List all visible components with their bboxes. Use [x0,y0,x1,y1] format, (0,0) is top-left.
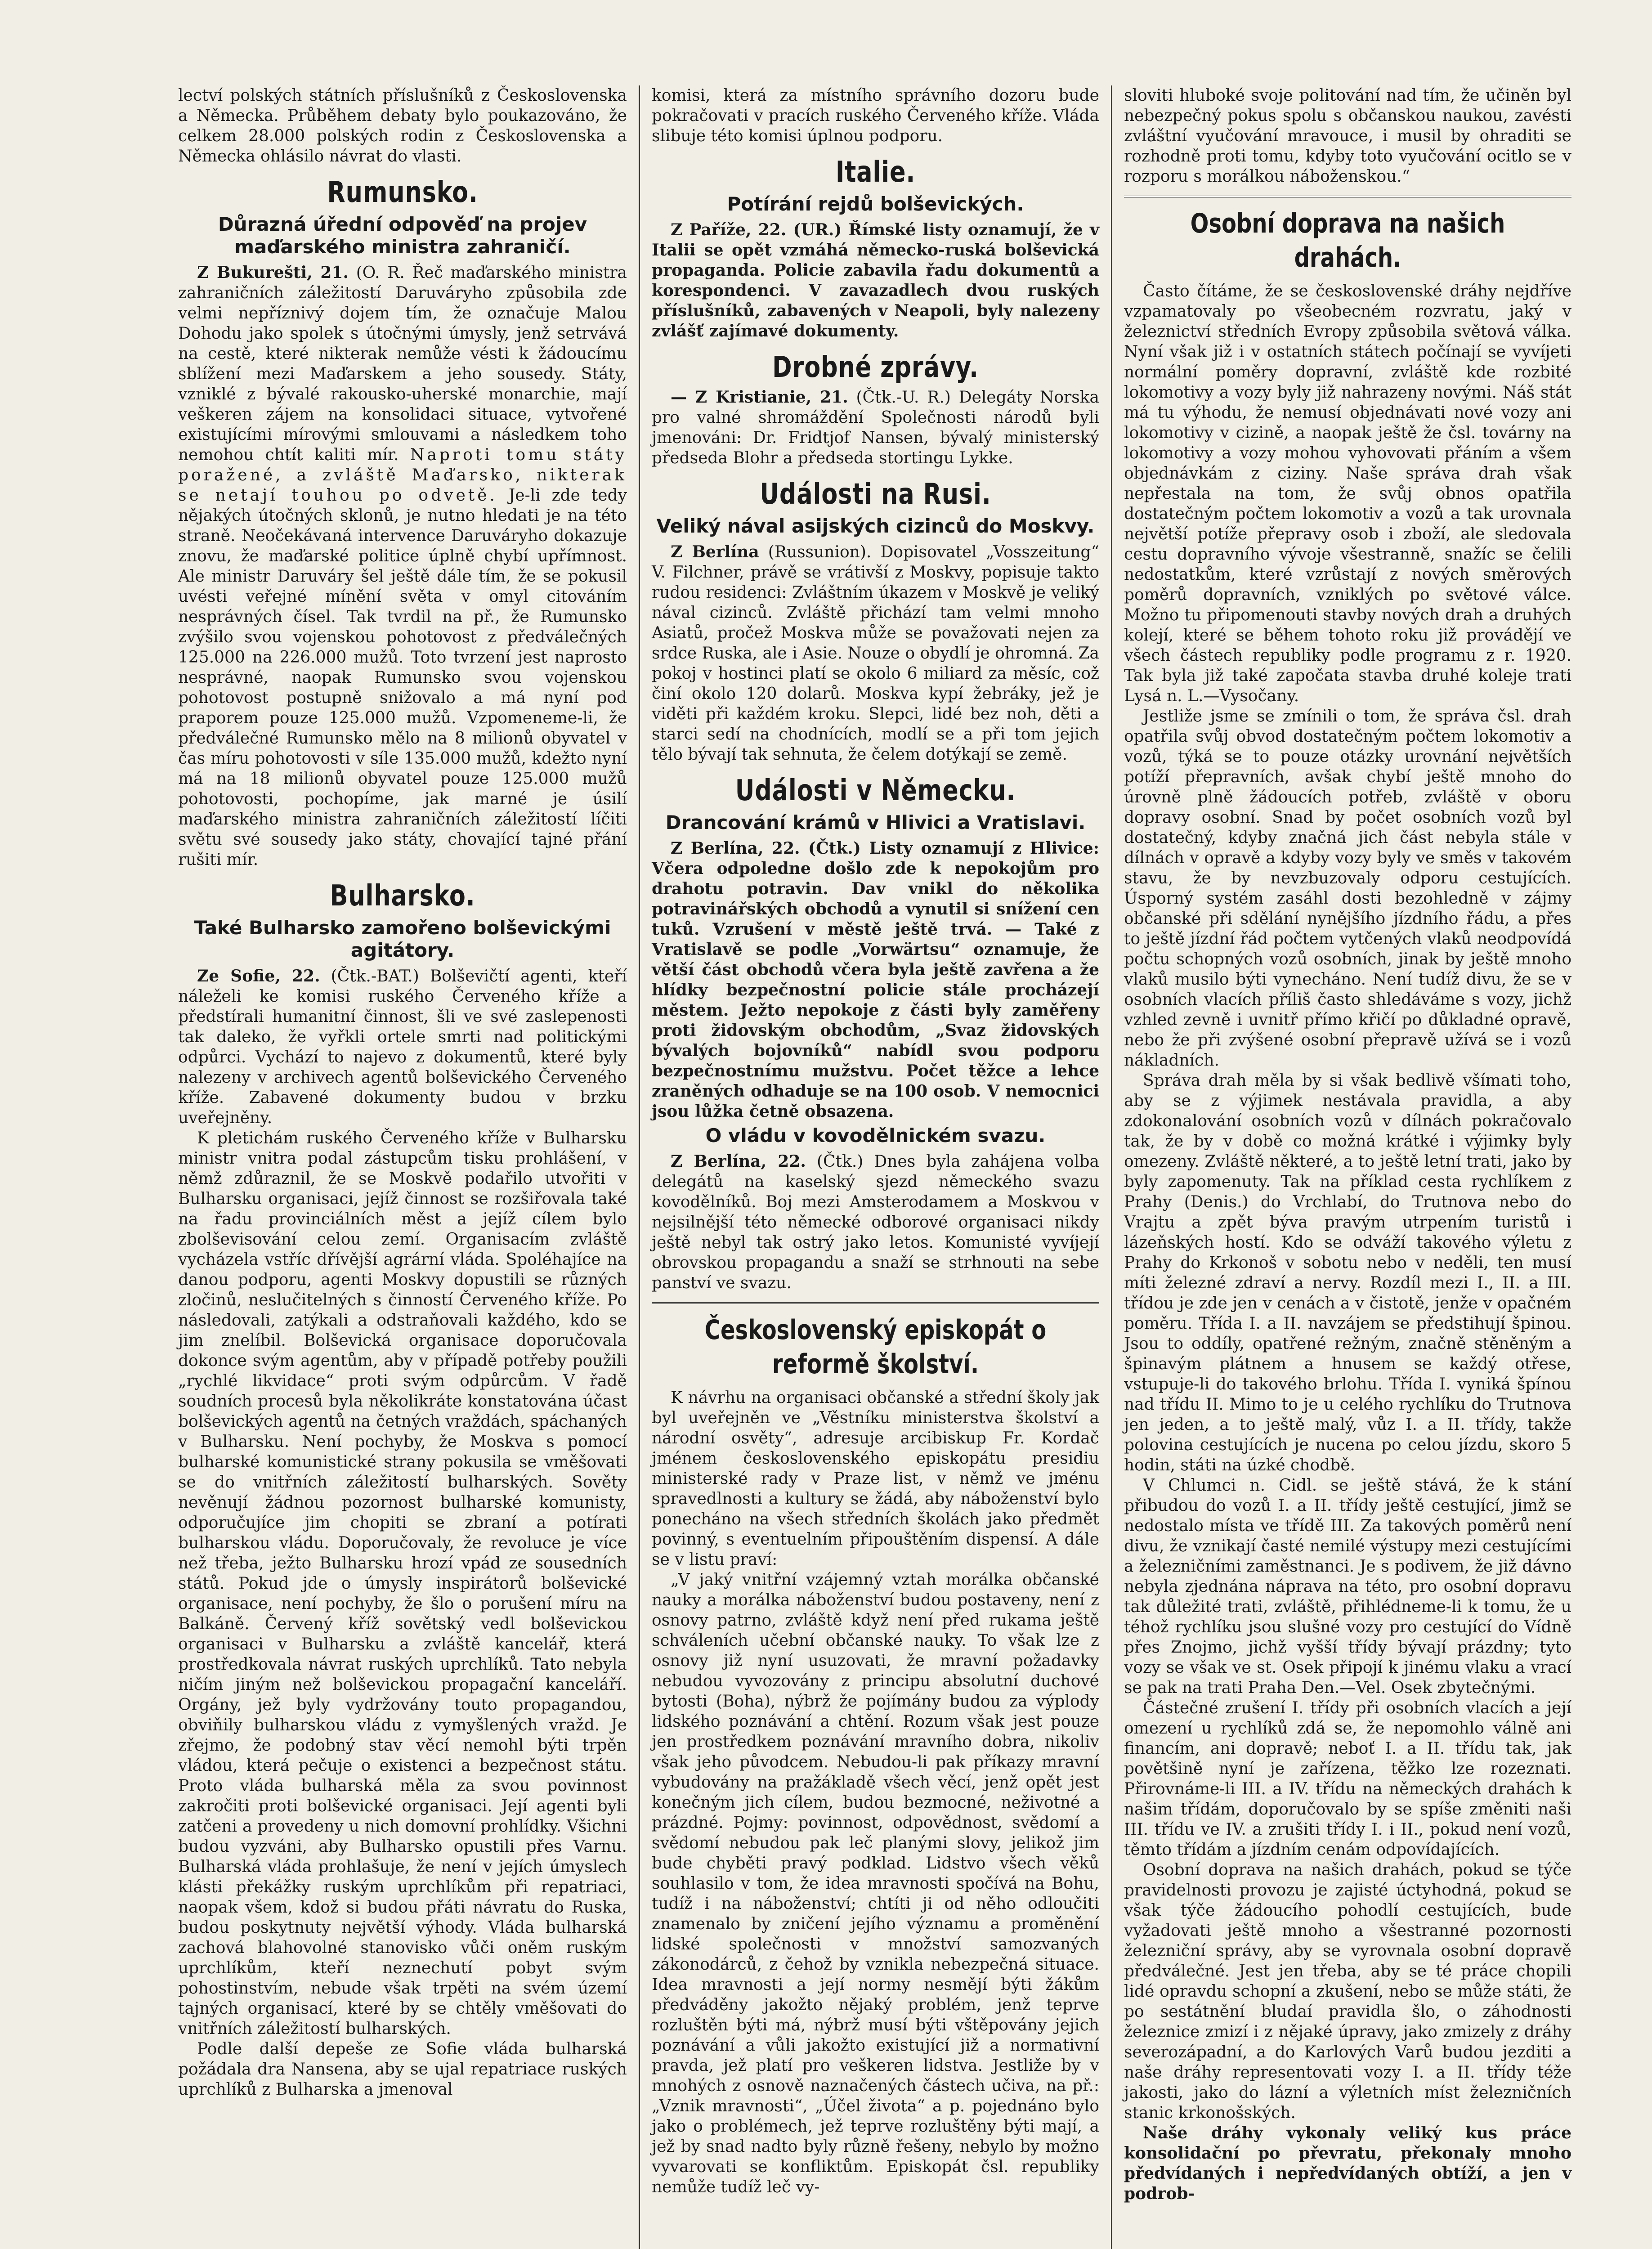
paragraph: K pletichám ruského Červeného kříže v Bulharsku ministr vnitra podal zástupcům tisku prohlášení, v němž zdůraznil, že se Moskvě podařilo utvořiti v Bulharsku organisaci, jejíž činnost se rozšiřovala také na řadu provinciálních měst a jejíž cílem bylo zbolševisování celou zemí. Organisacím zvláště vycházela vstříc dřívější agrární vláda. Spoléhajíce na danou podporu, agenti Moskvy dopustili se různých zločinů, neslučitelných s činností Červeného kříže. Po následovali, zatýkali a odstraňovali každého, kdo se jim znelíbil. Bolševická organisace doporučovala dokonce svým agentům, aby v případě potřeby použili „rychlé likvidace“ proti svým odpůrcům. V řadě soudních procesů byla několikráte konstatována účast bolševických agentů na četných vraždách, spáchaných v Bulharsku. Není pochyby, že Moskva s pomocí bulharské komunistické strany pokusila se vměšovati se do vnitřních záležitostí bulharských. Sověty nevěnují žádnou pozornost bulharské komunisty, odporučujíce jim chopiti se zbraní a potírati bulharskou vládu. Doporučovaly, že revoluce je více než třeba, ježto Bulharsku hrozí vpád ze sousedních států. Pokud jde o úmysly inspirátorů bolševické organisace, není pochyby, že šlo o porušení míru na Balkáně. Červený kříž sovětský vedl bolševickou organisaci v Bulharsku a zvláště kancelář, která prostředkovala návrat ruských uprchlíků. Tato nebyla ničím jiným než bolševickou propagační kanceláří. Orgány, jež byly vydržovány touto propagandou, obviňily bulharskou vládu z vymyšlených vražd. Je zřejmo, že podobný stav věcí nemohl býti trpěn vládou, která pečuje o existenci a bezpečnost státu. Proto vláda bulharská měla za svou povinnost zakročiti proti bolševické organisaci. Její agenti byli zatčeni a provedeny u nich domovní prohlídky. Všichni budou vyzváni, aby Bulharsko opustili přes Varnu. Bulharská vláda prohlašuje, že není v jejích úmyslech klásti překážky ruským uprchlíkům při repatriaci, naopak všem, kdož si budou přáti návratu do Ruska, budou poskytnuty největší výhody. Vláda bulharská zachová blahovolné stanovisko vůči oněm ruským uprchlíkům, kteří neznechutí pobyt svým pohostinstvím, nebude však trpěti na svém území tajných organisací, které by se chtěly vměšovati do vnitřních záležitostí bulharských. [178,1129,627,2038]
dateline: — Z Kristianie, 21. [671,388,848,407]
col1-intro: lectví polských státních příslušníků z Československa a Německa. Průběhem debaty bylo poukazováno, že celkem 28.000 polských rodin z Československa a Německa ohlásilo návrat do vlasti. [178,86,627,166]
col3-intro: sloviti hluboké svoje politování nad tím, že učiněn byl nebezpečný pokus spolu s občanskou naukou, zavésti zvláštní vyučování mravouce, i musil by ohraditi se rozhodně proti tomu, kdyby toto vyučování ocitlo se v rozporu s morálkou náboženskou.“ [1124,86,1571,186]
column-2 [639,85,1111,2249]
subtitle-kovodelnici: O vládu v kovodělnickém svazu. [705,1124,1046,1147]
paragraph: K návrhu na organisaci občanské a střední školy jak byl uveřejněn ve „Věstníku ministerstva školství a národní osvěty“, adresuje arcibiskup Fr. Kordač jménem československého episkopátu presidiu ministerské rady v Praze list, v němž ve jménu spravedlnosti a kultury se žádá, aby náboženství bylo ponecháno na všech středních školách jako předmět povinný, s eventuelním připouštěním dispensí. A dále se v listu praví: [652,1389,1099,1569]
subtitle-rumunsko: Důrazná úřední odpověď na projev maďarského ministra zahraničí. [218,213,587,258]
divider [652,1302,1099,1304]
paragraph: Naše dráhy vykonaly veliký kus práce konsolidační po převratu, překonaly mnoho předvídaných i nepředvídaných obtíží, a jen v podrob- [1124,2124,1571,2203]
paragraph: (UR.) Římské listy oznamují, že v Italii se opět vzmáhá německo-ruská bolševická propaganda. Policie zabavila řadu dokumentů a korespondenci. V zavazadlech dvou ruských příslušníků, zabavených v Neapoli, byly nalezeny zvlášť zajímavé dokumenty. [652,220,1099,340]
paragraph: „V jaký vnitřní vzájemný vztah morálka občanské nauky a morálka náboženství budou postaveny, není z osnovy patrno, zvláště když není před rukama ještě schváleních učební občanské nauky. To však lze z osnovy již nyní usuzovati, že mravní požadavky nebudou vyvozovány z principu absolutní duchové bytosti (Boha), nýbrž že pojímány budou za výplody lidského poznávání a chtění. Rozum však jest pouze jen prostředkem poznávání mravního dobra, nikoliv však jeho původcem. Nebudou-li pak příkazy mravní vybudovány na pražákladě všech věcí, jenž opět jest konečným jich cílem, budou bezmocné, neživotné a prázdné. Pojmy: povinnost, odpovědnost, svědomí a svědomí nebudou pak leč planými slovy, jelikož jim bude chyběti pravý podklad. Lidstvo všech věků souhlasilo v tom, že idea mravnosti spočívá na Bohu, tudíž i na náboženství; chtíti ji od něho odloučiti znamenalo by zničení jejího významu a proměnění lidské společnosti v množství samozvaných zákonodárců, z čehož by vznikla nebezpečná situace. Idea mravnosti a její normy nesmějí býti žákům předváděny jakožto nějaký problém, jenž teprve rozluštěn býti má, nýbrž musí býti vštěpovány jejich poznávání a vůli jakožto existující již a normativní pravda, jež platí pro veškeren lidstva. Jestliže by v mnohých z osnově naznačených částech učiva, na př.: „Vznik mravnosti“, „Účel života“ a p. pojednáno bylo jako o problémech, jež teprve rozluštěny býti mají, a jež by snad nadto byly různě řešeny, nebylo by možno vyvarovati se konfliktům. Episkopát čsl. republiky nemůže tudíž leč vy- [652,1571,1099,2196]
section-title-rumunsko: Rumunsko. [327,176,478,209]
paragraph: Osobní doprava na našich drahách, pokud se týče pravidelnosti provozu je zajisté úctyhodná, pokud se však týče žádoucího pohodlí cestujících, bude vyžadovati ještě mnoho a všestranné pozornosti železniční správy, aby se vyrovnala osobní dopravě předválečné. Jest jen třeba, aby se té práce chopili lidé opravdu schopní a zkušení, nebo se může státi, že po sestátnění bludaí pravidla šlo, o záhodnosti železnice zmizí i z nějaké úpravy, jako zmizely z dráhy severozápadní, a do Karlových Varů budou jezditi a naše dráhy representovati vozy I. a II. třídy téže jakosti, jako do lázní a výletních míst železničních stanic krkonošských. [1124,1861,1571,2122]
column-1 [166,85,639,2249]
paragraph: Správa drah měla by si však bedlivě všímati toho, aby se z výjimek nestávala pravidla, a aby zdokonalování osobních vozů v dílnách pokračovalo tak, že by v době co možná krátké i výjimky byly omezeny. Zvláště některé, a to ještě letní trati, jako by byly zapomenuty. Tak na příklad cesta rychlíkem z Prahy (Denis.) do Vrchlabí, do Trutnova nebo do Vrajtu a zpět býva pravým utrpením turistů i lázeňských hostí. Kdo se odváží takového výletu z Prahy do Krkonoš v sobotu nebo v neděli, ten musí míti železné zdraví a nervy. Rozdíl mezi I., II. a III. třídou je zde jen v cenách a v čistotě, jenže v opačném poměru. Třída I. a II. navzájem se předstihují špinou. Jsou to oddíly, opatřené režným, značně stěněným a špinavým plátnem a hnusem se každý otřese, vstupuje-li do takového brlohu. Třída I. vyniká špínou nad třídu II. Mimo to je u celého rychlíku do Trutnova jen jeden, a to ještě malý, vůz I. a II. třídy, takže polovina cestujících je nucena po celou jízdu, skoro 5 hodin, státi na úzké chodbě. [1124,1071,1571,1474]
section-title-bulharsko: Bulharsko. [330,879,475,913]
paragraph: Částečné zrušení I. třídy při osobních vlacích a její omezení u rychlíků zdá se, že nepomohlo válně ani financím, ani dopravě; neboť I. a II. třídu tak, jak povětšině nyní je zařízena, těžko lze rozeznati. Přirovnáme-li III. a IV. třídu na německých drahách k našim třídám, doporučovalo by se spíše změniti naši III. třídu ve IV. a zrušiti třídy I. i II., pokud není vozů, těmto třídám a jízdním cenám odpovídajících. [1124,1699,1571,1859]
paragraph: (Russunion). Dopisovatel „Vosszeitung“ V. Filchner, právě se vrátivší z Moskvy, popisuje takto rudou residenci: Zvláštním úkazem v Moskvě je veliký nával cizinců. Zvláště přichází tam velmi mnoho Asiatů, pročež Moskva může se považovati nejen za srdce Ruska, ale i Asie. Nouze o obydlí je ohromná. Za pokoj v hostinci platí se okolo 6 miliard za měsíc, což činí okolo 120 dolarů. Moskva kypí žebráky, jež je viděti při každém kroku. Slepci, lidé bez noh, děti a starci sedí na chodnících, modlí se a při tom jejich tělo bývají tak sehnuta, že čelem dotýkají se země. [652,543,1099,764]
col2-intro: komisi, která za místního správního dozoru bude pokračovati v pracích ruského Červeného kříže. Vláda slibuje této komisi úplnou podporu. [652,86,1099,145]
paragraph: (Čtk.-U. R.) Delegáty Norska pro valné shromáždění Společnosti národů byli jmenováni: Dr. Fridtjof Nansen, bývalý ministerský předseda Blohr a předseda stortingu Lykke. [652,388,1099,467]
paragraph: V Chlumci n. Cidl. se ještě stává, že k stání přibudou do vozů I. a II. třídy ještě cestující, jimž se nedostalo místa ve třídě III. Za takových poměrů není divu, že vznikají časté nemilé výstupy mezi cestujícími a železničními zaměstnanci. Je s podivem, že již dávno nebyla zjednána náprava na této, pro osobní dopravu tak důležité trati, zvláště, přihlédneme-li k tomu, že u téhož rychlíku jsou slušné vozy pro cestující do Vídně přes Znojmo, jichž vyšší třídy bývají prázdny; tyto vozy se však ve st. Osek připojí k jinému vlaku a vrací se pak na trati Praha Den.—Vel. Osek zbytečnými. [1124,1476,1571,1697]
dateline: Z Paříže, 22. [671,220,787,239]
article-rusi [652,542,1099,765]
article-italie [652,220,1099,341]
section-title-nemecko: Události v Německu. [735,774,1016,807]
paragraph: (Čtk.) Dnes byla zahájena volba delegátů na kaselský sjezd německého svazu kovodělníků. Boj mezi Amsterodamem a Moskvou v nejsilnější této německé odborové organisaci nikdy ještě nebyl tak ostrý jako letos. Komunisté vyvíjejí obrovskou propagandu a snaží se strhnouti na sebe panství ve svazu. [652,1152,1099,1292]
subtitle-rusi: Veliký nával asijských cizinců do Moskvy. [656,515,1095,537]
subtitle-nemecko: Drancování krámů v Hlivici a Vratislavi. [665,811,1086,833]
paragraph: Je-li zde tedy nějakých útočných sklonů, je nutno hledati je na této straně. Neočekávaná intervence Daruváryho dokazuje znovu, že maďarské politice úplně chybí upřímnost. Ale ministr Daruváry šel ještě dále tím, že se pokusil uvésti veřejné mínění světa v omyl citováním nesprávných čísel. Tak tvrdil na př., že Rumunsko zvýšilo svou vojenskou pohotovost z předválečných 125.000 na 226.000 mužů. Toto tvrzení jest naprosto nesprávné, naopak Rumunsko svou vojenskou pohotovost postupně snižovalo a má nyní pod praporem pouze 125.000 mužů. Vzpomeneme-li, že předválečné Rumunsko mělo na 8 milionů obyvatel v čas míru pohotovosti v síle 135.000 mužů, kdežto nyní má na 18 milionů obyvatel pouze 125.000 mužů pohotovosti, pochopíme, jak marné je úsilí maďarského ministra zahraničních záležitostí líčiti světu své sousedy jako státy, chovající tajné přání rušiti mír. [178,486,627,869]
paragraph: (O. R. Řeč maďarského ministra zahraničních záležitostí Daruváryho způsobila zde velmi nepříznivý dojem tím, že označuje Malou Dohodu jako spolek s útočnými úmysly, jenž setrvává na cestě, které nikterak nemůže vésti k žádoucímu sblížení mezi Maďarskem a jeho sousedy. Státy, vzniklé z bývalé rakousko-uherské monarchie, mají veškeren zájem na konsolidaci situace, vytvořené existujícími mírovými smlouvami a následkem toho nemohou chtít kaliti mír. [178,264,627,464]
section-title-italie: Italie. [835,156,916,189]
paragraph: Podle další depeše ze Sofie vláda bulharská požádala dra Nansena, aby se ujal repatriace ruských uprchlíků z Bulharska a jmenoval [178,2040,627,2099]
columns [166,85,1585,2249]
paragraph: Často čítáme, že se československé dráhy nejdříve vzpamatovaly po všeobecném rozvratu, jaký v železnictví středních Evropy způsobila světová válka. Nyní však již i v ostatních státech počínají se vyvíjeti normální poměry dopravní, zvláště kde rozbité lokomotivy a vozy byly již nahrazeny novými. Náš stát má tu výhodu, že nemusí objednávati nové vozy ani lokomotivy v cizině, a naopak ještě že čsl. továrny na lokomotivy a vozy mohou vyhovovati přáním a všem objednávkám z ciziny. Naše správa drah však nepřestala na tom, že svůj obnos opatřila dostatečným počtem lokomotiv a vozů a tak urovnala největší potíže přepravy osob i zboží, ale sledovala cestu dopravního vývoje všestranně, snažíc se čelili nedostatkům, které vzrůstají z nových směrových poměrů dopravních, vzniklých po světové válce. Možno tu připomenouti stavby nových drah a druhých kolejí, které se během tohoto roku již provádějí ve všech částech republiky podle programu z r. 1920. Tak byla již také započata stavba druhé koleje trati Lysá n. L.—Vysočany. [1124,282,1571,705]
dateline: Z Berlína, 22. [671,839,800,858]
paragraph: (Čtk.) Listy oznamují z Hlivice: Včera odpoledne došlo zde k nepokojům pro drahotu potravin. Dav vnikl do několika potravinářských obchodů a vynutil si snížení cen tuků. Vzrušení v městě ještě trvá. — Také z Vratislavě se podle „Vorwärtsu“ oznamuje, že větší část obchodů včera byla ještě zavřena a že hlídky bezpečnostní policie stále procházejí městem. Ježto nepokoje z části byly zaměřeny proti židovským obchodům, „Svaz židovských bývalých bojovníků“ nabídl svou podporu bezpečnostnímu mužstvu. Počet těžce a lehce zraněných odhaduje se na 100 osob. V nemocnici jsou lůžka četně obsazena. [652,839,1099,1121]
dateline: Z Berlína, 22. [671,1152,806,1171]
dateline: Z Bukurešti, 21. [197,263,349,282]
dateline: Z Berlína [671,542,759,561]
column-3 [1111,85,1583,2249]
paragraph: (Čtk.-BAT.) Bolševičtí agenti, kteří náleželi ke komisi ruského Červeného kříže a předstírali humanitní činnost, šli ve své zaslepenosti tak daleko, že vyřkli ortele smrti nad politickými odpůrci. Vychází to najevo z dokumentů, které byly nalezeny v archivech agentů bolševického Červeného kříže. Zabavené dokumenty budou v brzku uveřejněny. [178,967,627,1127]
divider [1124,196,1571,197]
paragraph-emphasis: Naproti tomu státy poražené, a zvláště Maďarsko, nikterak se netají touhou po odvetě. [178,446,627,505]
headline-episkopat: Československý episkopát o reformě školství. [704,1314,1047,1380]
article-kovodelnici [652,1151,1099,1293]
subtitle-bulharsko: Také Bulharsko zamořeno bolševickými agitátory. [194,917,611,961]
section-title-drobne: Drobné zprávy. [772,351,979,384]
article-nemecko [652,838,1099,1122]
dateline: Ze Sofie, 22. [197,967,320,986]
section-title-rusi: Události na Rusi. [760,478,991,511]
headline-doprava: Osobní doprava na našich drahách. [1190,208,1505,273]
article-drobne [652,387,1099,468]
article-bulharsko [178,966,627,1128]
subtitle-italie: Potírání rejdů bolševických. [727,193,1024,215]
article-rumunsko [178,263,627,870]
paragraph: Jestliže jsme se zmínili o tom, že správa čsl. drah opatřila svůj obvod dostatečným počtem lokomotiv a vozů, týká se to pouze otázky urovnání největších potíží přepravních, avšak chybí ještě mnoho do úrovně plně žádoucích potřeb, zvláště v oboru dopravy osobní. Snad by počet osobních vozů byl dostatečný, kdyby značná jich část nebyla stále v dílnách v opravě a kdyby vozy byly ve směs v takovém stavu, že by nevzbuzovaly odporu cestujících. Úsporný systém zasáhl dosti bezohledně v zájmy občanské při sdělání nynějšího jízdního řádu, a přes to ještě jízdní řád počtem vytčených vlaků neodpovídá počtu schopných vozů osobních, jinak by ještě mnoho vlaků musilo býti vynecháno. Není tudíž divu, že se v osobních vlacích příliš často shledáváme s vozy, jichž vzhled zevně i uvnitř přímo křičí po důkladné opravě, nebo že při zvýšené osobní přepravě užívá se i vozů nákladních. [1124,707,1571,1070]
